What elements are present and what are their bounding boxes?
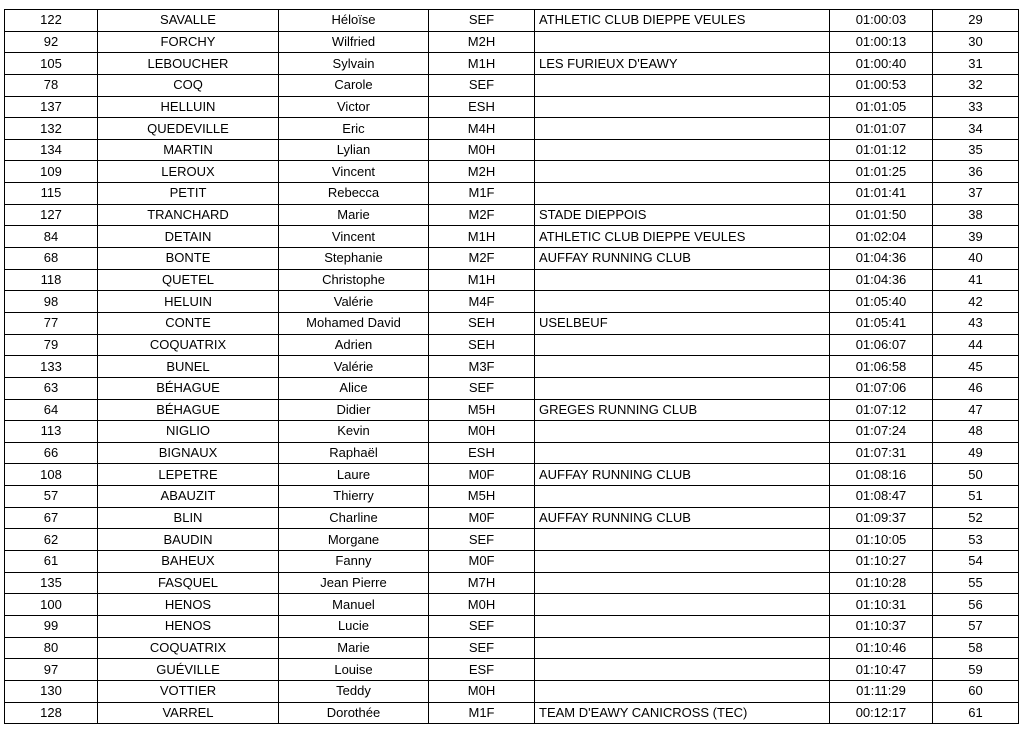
last-name-cell: FASQUEL <box>98 572 279 594</box>
last-name-cell: TRANCHARD <box>98 204 279 226</box>
rank-cell: 45 <box>933 356 1019 378</box>
last-name-cell: BUNEL <box>98 356 279 378</box>
time-cell: 00:12:17 <box>830 702 933 724</box>
table-row <box>5 31 1019 53</box>
rank-cell: 35 <box>933 139 1019 161</box>
bib-number-cell: 92 <box>5 31 98 53</box>
table-row <box>5 551 1019 573</box>
last-name-cell: HENOS <box>98 615 279 637</box>
rank-cell: 57 <box>933 615 1019 637</box>
time-cell: 01:04:36 <box>830 269 933 291</box>
table-row <box>5 529 1019 551</box>
club-cell <box>535 659 830 681</box>
first-name-cell: Lylian <box>279 139 429 161</box>
club-cell <box>535 680 830 702</box>
time-cell: 01:05:40 <box>830 291 933 313</box>
club-cell: AUFFAY RUNNING CLUB <box>535 464 830 486</box>
last-name-cell: LEROUX <box>98 161 279 183</box>
club-cell <box>535 269 830 291</box>
category-cell: ESH <box>429 442 535 464</box>
time-cell: 01:11:29 <box>830 680 933 702</box>
rank-cell: 39 <box>933 226 1019 248</box>
club-cell <box>535 161 830 183</box>
category-cell: SEF <box>429 637 535 659</box>
bib-number-cell: 128 <box>5 702 98 724</box>
table-row <box>5 96 1019 118</box>
rank-cell: 51 <box>933 486 1019 508</box>
club-cell: USELBEUF <box>535 312 830 334</box>
time-cell: 01:08:47 <box>830 486 933 508</box>
category-cell: SEF <box>429 10 535 32</box>
club-cell <box>535 637 830 659</box>
table-row <box>5 637 1019 659</box>
time-cell: 01:07:24 <box>830 421 933 443</box>
time-cell: 01:00:40 <box>830 53 933 75</box>
club-cell <box>535 118 830 140</box>
bib-number-cell: 97 <box>5 659 98 681</box>
rank-cell: 41 <box>933 269 1019 291</box>
table-row <box>5 291 1019 313</box>
table-row <box>5 356 1019 378</box>
time-cell: 01:01:41 <box>830 183 933 205</box>
bib-number-cell: 130 <box>5 680 98 702</box>
first-name-cell: Dorothée <box>279 702 429 724</box>
last-name-cell: NIGLIO <box>98 421 279 443</box>
table-row <box>5 572 1019 594</box>
first-name-cell: Victor <box>279 96 429 118</box>
table-row <box>5 74 1019 96</box>
first-name-cell: Vincent <box>279 226 429 248</box>
club-cell: ATHLETIC CLUB DIEPPE VEULES <box>535 226 830 248</box>
time-cell: 01:04:36 <box>830 248 933 270</box>
bib-number-cell: 127 <box>5 204 98 226</box>
category-cell: M1H <box>429 53 535 75</box>
club-cell <box>535 442 830 464</box>
table-row <box>5 615 1019 637</box>
bib-number-cell: 64 <box>5 399 98 421</box>
club-cell: AUFFAY RUNNING CLUB <box>535 507 830 529</box>
rank-cell: 43 <box>933 312 1019 334</box>
club-cell: ATHLETIC CLUB DIEPPE VEULES <box>535 10 830 32</box>
first-name-cell: Sylvain <box>279 53 429 75</box>
rank-cell: 30 <box>933 31 1019 53</box>
first-name-cell: Mohamed David <box>279 312 429 334</box>
results-body <box>5 10 1019 724</box>
last-name-cell: MARTIN <box>98 139 279 161</box>
bib-number-cell: 66 <box>5 442 98 464</box>
table-row <box>5 659 1019 681</box>
category-cell: M2H <box>429 31 535 53</box>
category-cell: SEF <box>429 615 535 637</box>
time-cell: 01:01:50 <box>830 204 933 226</box>
first-name-cell: Thierry <box>279 486 429 508</box>
last-name-cell: QUETEL <box>98 269 279 291</box>
table-row <box>5 118 1019 140</box>
club-cell <box>535 421 830 443</box>
table-row <box>5 702 1019 724</box>
table-row <box>5 248 1019 270</box>
table-row <box>5 161 1019 183</box>
rank-cell: 37 <box>933 183 1019 205</box>
rank-cell: 33 <box>933 96 1019 118</box>
club-cell <box>535 96 830 118</box>
first-name-cell: Fanny <box>279 551 429 573</box>
first-name-cell: Manuel <box>279 594 429 616</box>
rank-cell: 31 <box>933 53 1019 75</box>
rank-cell: 29 <box>933 10 1019 32</box>
time-cell: 01:00:13 <box>830 31 933 53</box>
rank-cell: 54 <box>933 551 1019 573</box>
time-cell: 01:02:04 <box>830 226 933 248</box>
bib-number-cell: 115 <box>5 183 98 205</box>
category-cell: M5H <box>429 486 535 508</box>
bib-number-cell: 68 <box>5 248 98 270</box>
first-name-cell: Valérie <box>279 291 429 313</box>
last-name-cell: BÉHAGUE <box>98 399 279 421</box>
club-cell: LES FURIEUX D'EAWY <box>535 53 830 75</box>
last-name-cell: BIGNAUX <box>98 442 279 464</box>
club-cell <box>535 31 830 53</box>
last-name-cell: GUÉVILLE <box>98 659 279 681</box>
table-row <box>5 53 1019 75</box>
first-name-cell: Vincent <box>279 161 429 183</box>
rank-cell: 60 <box>933 680 1019 702</box>
last-name-cell: CONTE <box>98 312 279 334</box>
results-table <box>4 9 1019 724</box>
last-name-cell: BAHEUX <box>98 551 279 573</box>
first-name-cell: Marie <box>279 204 429 226</box>
bib-number-cell: 132 <box>5 118 98 140</box>
last-name-cell: SAVALLE <box>98 10 279 32</box>
category-cell: ESF <box>429 659 535 681</box>
bib-number-cell: 108 <box>5 464 98 486</box>
bib-number-cell: 84 <box>5 226 98 248</box>
bib-number-cell: 78 <box>5 74 98 96</box>
time-cell: 01:01:12 <box>830 139 933 161</box>
table-row <box>5 204 1019 226</box>
bib-number-cell: 113 <box>5 421 98 443</box>
time-cell: 01:05:41 <box>830 312 933 334</box>
club-cell <box>535 486 830 508</box>
table-row <box>5 10 1019 32</box>
last-name-cell: QUEDEVILLE <box>98 118 279 140</box>
bib-number-cell: 61 <box>5 551 98 573</box>
table-row <box>5 507 1019 529</box>
first-name-cell: Marie <box>279 637 429 659</box>
table-row <box>5 183 1019 205</box>
time-cell: 01:01:05 <box>830 96 933 118</box>
first-name-cell: Wilfried <box>279 31 429 53</box>
first-name-cell: Jean Pierre <box>279 572 429 594</box>
time-cell: 01:06:07 <box>830 334 933 356</box>
category-cell: SEF <box>429 529 535 551</box>
club-cell: AUFFAY RUNNING CLUB <box>535 248 830 270</box>
rank-cell: 61 <box>933 702 1019 724</box>
bib-number-cell: 133 <box>5 356 98 378</box>
category-cell: M1H <box>429 226 535 248</box>
category-cell: M1F <box>429 702 535 724</box>
time-cell: 01:10:05 <box>830 529 933 551</box>
last-name-cell: BLIN <box>98 507 279 529</box>
club-cell <box>535 572 830 594</box>
category-cell: M4F <box>429 291 535 313</box>
bib-number-cell: 109 <box>5 161 98 183</box>
last-name-cell: HELUIN <box>98 291 279 313</box>
first-name-cell: Morgane <box>279 529 429 551</box>
time-cell: 01:08:16 <box>830 464 933 486</box>
category-cell: M3F <box>429 356 535 378</box>
table-row <box>5 226 1019 248</box>
last-name-cell: BAUDIN <box>98 529 279 551</box>
last-name-cell: COQUATRIX <box>98 334 279 356</box>
bib-number-cell: 118 <box>5 269 98 291</box>
bib-number-cell: 98 <box>5 291 98 313</box>
bib-number-cell: 137 <box>5 96 98 118</box>
last-name-cell: LEBOUCHER <box>98 53 279 75</box>
first-name-cell: Teddy <box>279 680 429 702</box>
table-row <box>5 269 1019 291</box>
time-cell: 01:01:25 <box>830 161 933 183</box>
time-cell: 01:01:07 <box>830 118 933 140</box>
category-cell: M4H <box>429 118 535 140</box>
first-name-cell: Charline <box>279 507 429 529</box>
category-cell: SEH <box>429 334 535 356</box>
bib-number-cell: 80 <box>5 637 98 659</box>
last-name-cell: COQ <box>98 74 279 96</box>
first-name-cell: Christophe <box>279 269 429 291</box>
table-row <box>5 377 1019 399</box>
table-row <box>5 312 1019 334</box>
club-cell <box>535 291 830 313</box>
rank-cell: 32 <box>933 74 1019 96</box>
first-name-cell: Raphaël <box>279 442 429 464</box>
bib-number-cell: 122 <box>5 10 98 32</box>
last-name-cell: HENOS <box>98 594 279 616</box>
club-cell: STADE DIEPPOIS <box>535 204 830 226</box>
last-name-cell: PETIT <box>98 183 279 205</box>
first-name-cell: Carole <box>279 74 429 96</box>
first-name-cell: Lucie <box>279 615 429 637</box>
rank-cell: 36 <box>933 161 1019 183</box>
club-cell <box>535 139 830 161</box>
time-cell: 01:10:27 <box>830 551 933 573</box>
rank-cell: 46 <box>933 377 1019 399</box>
rank-cell: 49 <box>933 442 1019 464</box>
table-row <box>5 680 1019 702</box>
rank-cell: 48 <box>933 421 1019 443</box>
time-cell: 01:07:06 <box>830 377 933 399</box>
bib-number-cell: 79 <box>5 334 98 356</box>
club-cell <box>535 551 830 573</box>
time-cell: 01:00:03 <box>830 10 933 32</box>
time-cell: 01:09:37 <box>830 507 933 529</box>
table-row <box>5 334 1019 356</box>
last-name-cell: LEPETRE <box>98 464 279 486</box>
first-name-cell: Héloïse <box>279 10 429 32</box>
rank-cell: 40 <box>933 248 1019 270</box>
bib-number-cell: 67 <box>5 507 98 529</box>
last-name-cell: BONTE <box>98 248 279 270</box>
rank-cell: 53 <box>933 529 1019 551</box>
category-cell: M2F <box>429 204 535 226</box>
category-cell: M0H <box>429 421 535 443</box>
last-name-cell: ABAUZIT <box>98 486 279 508</box>
rank-cell: 52 <box>933 507 1019 529</box>
bib-number-cell: 99 <box>5 615 98 637</box>
rank-cell: 58 <box>933 637 1019 659</box>
rank-cell: 59 <box>933 659 1019 681</box>
category-cell: M7H <box>429 572 535 594</box>
first-name-cell: Adrien <box>279 334 429 356</box>
time-cell: 01:10:37 <box>830 615 933 637</box>
time-cell: 01:10:28 <box>830 572 933 594</box>
table-row <box>5 139 1019 161</box>
category-cell: M2H <box>429 161 535 183</box>
category-cell: ESH <box>429 96 535 118</box>
club-cell: TEAM D'EAWY CANICROSS (TEC) <box>535 702 830 724</box>
last-name-cell: VARREL <box>98 702 279 724</box>
category-cell: SEH <box>429 312 535 334</box>
last-name-cell: HELLUIN <box>98 96 279 118</box>
last-name-cell: VOTTIER <box>98 680 279 702</box>
club-cell <box>535 334 830 356</box>
first-name-cell: Laure <box>279 464 429 486</box>
category-cell: M1H <box>429 269 535 291</box>
bib-number-cell: 134 <box>5 139 98 161</box>
table-row <box>5 442 1019 464</box>
first-name-cell: Valérie <box>279 356 429 378</box>
bib-number-cell: 105 <box>5 53 98 75</box>
time-cell: 01:10:47 <box>830 659 933 681</box>
club-cell <box>535 529 830 551</box>
rank-cell: 42 <box>933 291 1019 313</box>
rank-cell: 56 <box>933 594 1019 616</box>
rank-cell: 47 <box>933 399 1019 421</box>
club-cell <box>535 183 830 205</box>
bib-number-cell: 100 <box>5 594 98 616</box>
table-row <box>5 421 1019 443</box>
bib-number-cell: 77 <box>5 312 98 334</box>
first-name-cell: Kevin <box>279 421 429 443</box>
time-cell: 01:00:53 <box>830 74 933 96</box>
last-name-cell: BÉHAGUE <box>98 377 279 399</box>
bib-number-cell: 63 <box>5 377 98 399</box>
category-cell: M2F <box>429 248 535 270</box>
club-cell <box>535 615 830 637</box>
first-name-cell: Eric <box>279 118 429 140</box>
first-name-cell: Alice <box>279 377 429 399</box>
time-cell: 01:10:31 <box>830 594 933 616</box>
rank-cell: 34 <box>933 118 1019 140</box>
time-cell: 01:10:46 <box>830 637 933 659</box>
club-cell: GREGES RUNNING CLUB <box>535 399 830 421</box>
rank-cell: 50 <box>933 464 1019 486</box>
category-cell: M0H <box>429 594 535 616</box>
category-cell: SEF <box>429 377 535 399</box>
rank-cell: 55 <box>933 572 1019 594</box>
bib-number-cell: 62 <box>5 529 98 551</box>
category-cell: M0F <box>429 551 535 573</box>
table-row <box>5 486 1019 508</box>
category-cell: SEF <box>429 74 535 96</box>
table-row <box>5 399 1019 421</box>
last-name-cell: FORCHY <box>98 31 279 53</box>
club-cell <box>535 74 830 96</box>
category-cell: M1F <box>429 183 535 205</box>
category-cell: M0H <box>429 139 535 161</box>
category-cell: M0F <box>429 507 535 529</box>
rank-cell: 38 <box>933 204 1019 226</box>
bib-number-cell: 135 <box>5 572 98 594</box>
time-cell: 01:06:58 <box>830 356 933 378</box>
last-name-cell: COQUATRIX <box>98 637 279 659</box>
first-name-cell: Stephanie <box>279 248 429 270</box>
time-cell: 01:07:31 <box>830 442 933 464</box>
category-cell: M0F <box>429 464 535 486</box>
last-name-cell: DETAIN <box>98 226 279 248</box>
table-row <box>5 594 1019 616</box>
bib-number-cell: 57 <box>5 486 98 508</box>
club-cell <box>535 377 830 399</box>
rank-cell: 44 <box>933 334 1019 356</box>
club-cell <box>535 594 830 616</box>
first-name-cell: Rebecca <box>279 183 429 205</box>
time-cell: 01:07:12 <box>830 399 933 421</box>
category-cell: M5H <box>429 399 535 421</box>
first-name-cell: Louise <box>279 659 429 681</box>
first-name-cell: Didier <box>279 399 429 421</box>
table-row <box>5 464 1019 486</box>
category-cell: M0H <box>429 680 535 702</box>
club-cell <box>535 356 830 378</box>
